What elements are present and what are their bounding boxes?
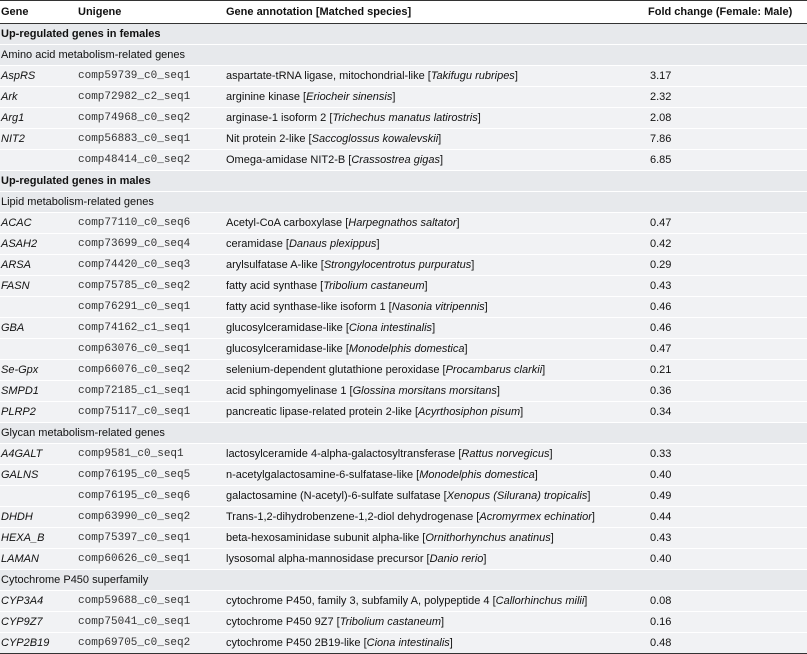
unigene-cell: comp9581_c0_seq1 xyxy=(77,444,225,465)
gene-cell: CYP2B19 xyxy=(0,633,77,654)
fold-change-cell: 2.08 xyxy=(647,108,807,129)
annotation-text: beta-hexosaminidase subunit alpha-like xyxy=(226,532,420,544)
unigene-cell: comp66076_c0_seq2 xyxy=(77,360,225,381)
unigene-cell: comp72982_c2_seq1 xyxy=(77,87,225,108)
table-row xyxy=(0,612,807,633)
table-row xyxy=(0,339,807,360)
annotation-cell: acid sphingomyelinase 1 [Glossina morsitans morsitans] xyxy=(225,381,647,402)
gene-cell: ASAH2 xyxy=(0,234,77,255)
annotation-text: cytochrome P450 2B19-like xyxy=(226,637,361,649)
annotation-cell: selenium-dependent glutathione peroxidase [Procambarus clarkii] xyxy=(225,360,647,381)
species-name: Crassostrea gigas xyxy=(351,154,440,166)
annotation-cell: aspartate-tRNA ligase, mitochondrial-like [Takifugu rubripes] xyxy=(225,66,647,87)
species-name: Danaus plexippus xyxy=(288,238,377,250)
annotation-cell: cytochrome P450 9Z7 [Tribolium castaneum] xyxy=(225,612,647,633)
unigene-cell: comp74968_c0_seq2 xyxy=(77,108,225,129)
annotation-text: aspartate-tRNA ligase, mitochondrial-like xyxy=(226,70,425,82)
annotation-text: glucosylceramidase-like xyxy=(226,322,343,334)
species-name: Acromyrmex echinatior xyxy=(479,511,592,523)
annotation-text: pancreatic lipase-related protein 2-like xyxy=(226,406,412,418)
species-name: Ciona intestinalis xyxy=(366,637,450,649)
table-row xyxy=(0,591,807,612)
subsection-row xyxy=(0,192,807,213)
annotation-cell: lysosomal alpha-mannosidase precursor [Danio rerio] xyxy=(225,549,647,570)
annotation-text: fatty acid synthase xyxy=(226,280,318,292)
subsection-row xyxy=(0,423,807,444)
annotation-cell: arginase-1 isoform 2 [Trichechus manatus latirostris] xyxy=(225,108,647,129)
table-row xyxy=(0,66,807,87)
gene-cell: Ark xyxy=(0,87,77,108)
table-row xyxy=(0,528,807,549)
gene-cell: ARSA xyxy=(0,255,77,276)
unigene-cell: comp74420_c0_seq3 xyxy=(77,255,225,276)
fold-change-cell: 0.47 xyxy=(647,339,807,360)
fold-change-cell: 2.32 xyxy=(647,87,807,108)
species-name: Xenopus (Silurana) tropicalis xyxy=(446,490,588,502)
annotation-text: selenium-dependent glutathione peroxidase xyxy=(226,364,440,376)
annotation-cell: beta-hexosaminidase subunit alpha-like [Ornithorhynchus anatinus] xyxy=(225,528,647,549)
annotation-text: Trans-1,2-dihydrobenzene-1,2-diol dehydrogenase xyxy=(226,511,474,523)
unigene-cell: comp59739_c0_seq1 xyxy=(77,66,225,87)
table-row xyxy=(0,402,807,423)
subsection-row xyxy=(0,570,807,591)
species-name: Tribolium castaneum xyxy=(323,280,425,292)
species-name: Procambarus clarkii xyxy=(445,364,543,376)
fold-change-cell: 0.47 xyxy=(647,213,807,234)
species-name: Saccoglossus kowalevskii xyxy=(311,133,439,145)
header-annotation: Gene annotation [Matched species] xyxy=(225,1,647,24)
annotation-text: fatty acid synthase-like isoform 1 xyxy=(226,301,386,313)
unigene-cell: comp59688_c0_seq1 xyxy=(77,591,225,612)
fold-change-cell: 0.43 xyxy=(647,528,807,549)
annotation-cell: arylsulfatase A-like [Strongylocentrotus purpuratus] xyxy=(225,255,647,276)
gene-cell: Se-Gpx xyxy=(0,360,77,381)
table-row xyxy=(0,549,807,570)
unigene-cell: comp73699_c0_seq4 xyxy=(77,234,225,255)
gene-cell: CYP3A4 xyxy=(0,591,77,612)
table-row xyxy=(0,633,807,654)
annotation-cell: glucosylceramidase-like [Ciona intestinalis] xyxy=(225,318,647,339)
fold-change-cell: 0.46 xyxy=(647,297,807,318)
species-name: Acyrthosiphon pisum xyxy=(418,406,521,418)
table-row xyxy=(0,213,807,234)
annotation-cell: cytochrome P450, family 3, subfamily A, polypeptide 4 [Callorhinchus milii] xyxy=(225,591,647,612)
fold-change-cell: 0.21 xyxy=(647,360,807,381)
annotation-cell: fatty acid synthase [Tribolium castaneum] xyxy=(225,276,647,297)
fold-change-cell: 0.40 xyxy=(647,549,807,570)
species-name: Nasonia vitripennis xyxy=(391,301,485,313)
fold-change-cell: 0.44 xyxy=(647,507,807,528)
section-row xyxy=(0,24,807,45)
fold-change-cell: 0.43 xyxy=(647,276,807,297)
annotation-text: cytochrome P450 9Z7 xyxy=(226,616,334,628)
gene-cell xyxy=(0,297,77,318)
section-row xyxy=(0,171,807,192)
fold-change-cell: 6.85 xyxy=(647,150,807,171)
subsection-label: Lipid metabolism-related genes xyxy=(0,192,807,213)
species-name: Ornithorhynchus anatinus xyxy=(425,532,551,544)
annotation-cell: n-acetylgalactosamine-6-sulfatase-like [Monodelphis domestica] xyxy=(225,465,647,486)
table-row xyxy=(0,486,807,507)
annotation-text: lysosomal alpha-mannosidase precursor xyxy=(226,553,424,565)
unigene-cell: comp75117_c0_seq1 xyxy=(77,402,225,423)
gene-cell xyxy=(0,150,77,171)
species-name: Glossina morsitans morsitans xyxy=(352,385,497,397)
unigene-cell: comp63990_c0_seq2 xyxy=(77,507,225,528)
gene-cell: NIT2 xyxy=(0,129,77,150)
annotation-cell: Nit protein 2-like [Saccoglossus kowalevskii] xyxy=(225,129,647,150)
gene-cell: GBA xyxy=(0,318,77,339)
section-label: Up-regulated genes in females xyxy=(0,24,807,45)
species-name: Callorhinchus milii xyxy=(495,595,585,607)
subsection-row xyxy=(0,45,807,66)
species-name: Monodelphis domestica xyxy=(419,469,535,481)
subsection-label: Amino acid metabolism-related genes xyxy=(0,45,807,66)
fold-change-cell: 0.29 xyxy=(647,255,807,276)
table-row xyxy=(0,129,807,150)
gene-cell xyxy=(0,339,77,360)
table-row xyxy=(0,276,807,297)
unigene-cell: comp74162_c1_seq1 xyxy=(77,318,225,339)
table-row xyxy=(0,108,807,129)
unigene-cell: comp56883_c0_seq1 xyxy=(77,129,225,150)
table-row xyxy=(0,507,807,528)
unigene-cell: comp60626_c0_seq1 xyxy=(77,549,225,570)
unigene-cell: comp75041_c0_seq1 xyxy=(77,612,225,633)
header-unigene: Unigene xyxy=(77,1,225,24)
species-name: Tribolium castaneum xyxy=(339,616,442,628)
annotation-text: Acetyl-CoA carboxylase xyxy=(226,217,343,229)
species-name: Monodelphis domestica xyxy=(348,343,465,355)
gene-cell: CYP9Z7 xyxy=(0,612,77,633)
unigene-cell: comp75785_c0_seq2 xyxy=(77,276,225,297)
unigene-cell: comp77110_c0_seq6 xyxy=(77,213,225,234)
fold-change-cell: 0.40 xyxy=(647,465,807,486)
table-body xyxy=(0,24,807,654)
table-row xyxy=(0,234,807,255)
species-name: Harpegnathos saltator xyxy=(348,217,457,229)
unigene-cell: comp76195_c0_seq5 xyxy=(77,465,225,486)
unigene-cell: comp76291_c0_seq1 xyxy=(77,297,225,318)
unigene-cell: comp69705_c0_seq2 xyxy=(77,633,225,654)
annotation-cell: Omega-amidase NIT2-B [Crassostrea gigas] xyxy=(225,150,647,171)
gene-cell: FASN xyxy=(0,276,77,297)
unigene-cell: comp63076_c0_seq1 xyxy=(77,339,225,360)
gene-cell: A4GALT xyxy=(0,444,77,465)
table-row xyxy=(0,381,807,402)
annotation-cell: Trans-1,2-dihydrobenzene-1,2-diol dehydrogenase [Acromyrmex echinatior] xyxy=(225,507,647,528)
annotation-text: arylsulfatase A-like xyxy=(226,259,318,271)
species-name: Strongylocentrotus purpuratus xyxy=(323,259,472,271)
annotation-text: acid sphingomyelinase 1 xyxy=(226,385,347,397)
species-name: Rattus norvegicus xyxy=(461,448,550,460)
species-name: Eriocheir sinensis xyxy=(306,91,393,103)
gene-cell: ACAC xyxy=(0,213,77,234)
header-gene: Gene xyxy=(0,1,77,24)
gene-cell: Arg1 xyxy=(0,108,77,129)
annotation-text: n-acetylgalactosamine-6-sulfatase-like xyxy=(226,469,414,481)
table-row xyxy=(0,318,807,339)
gene-cell: HEXA_B xyxy=(0,528,77,549)
fold-change-cell: 0.46 xyxy=(647,318,807,339)
annotation-text: arginine kinase xyxy=(226,91,300,103)
fold-change-cell: 0.49 xyxy=(647,486,807,507)
species-name: Ciona intestinalis xyxy=(348,322,433,334)
unigene-cell: comp48414_c0_seq2 xyxy=(77,150,225,171)
subsection-label: Cytochrome P450 superfamily xyxy=(0,570,807,591)
header-row xyxy=(0,1,807,24)
annotation-text: arginase-1 isoform 2 xyxy=(226,112,327,124)
table-row xyxy=(0,297,807,318)
annotation-cell: arginine kinase [Eriocheir sinensis] xyxy=(225,87,647,108)
annotation-cell: pancreatic lipase-related protein 2-like [Acyrthosiphon pisum] xyxy=(225,402,647,423)
species-name: Danio rerio xyxy=(429,553,484,565)
annotation-cell: cytochrome P450 2B19-like [Ciona intestinalis] xyxy=(225,633,647,654)
table-row xyxy=(0,150,807,171)
gene-cell: DHDH xyxy=(0,507,77,528)
gene-cell: SMPD1 xyxy=(0,381,77,402)
annotation-text: cytochrome P450, family 3, subfamily A, polypeptide 4 xyxy=(226,595,490,607)
annotation-cell: ceramidase [Danaus plexippus] xyxy=(225,234,647,255)
species-name: Trichechus manatus latirostris xyxy=(332,112,478,124)
fold-change-cell: 0.42 xyxy=(647,234,807,255)
fold-change-cell: 0.16 xyxy=(647,612,807,633)
annotation-text: Omega-amidase NIT2-B xyxy=(226,154,346,166)
annotation-cell: galactosamine (N-acetyl)-6-sulfate sulfatase [Xenopus (Silurana) tropicalis] xyxy=(225,486,647,507)
gene-cell xyxy=(0,486,77,507)
annotation-text: Nit protein 2-like xyxy=(226,133,306,145)
fold-change-cell: 0.08 xyxy=(647,591,807,612)
table-row xyxy=(0,444,807,465)
annotation-cell: fatty acid synthase-like isoform 1 [Nasonia vitripennis] xyxy=(225,297,647,318)
unigene-cell: comp76195_c0_seq6 xyxy=(77,486,225,507)
gene-cell: GALNS xyxy=(0,465,77,486)
table-row xyxy=(0,87,807,108)
table-row xyxy=(0,255,807,276)
species-name: Takifugu rubripes xyxy=(430,70,515,82)
section-label: Up-regulated genes in males xyxy=(0,171,807,192)
table-row xyxy=(0,465,807,486)
annotation-text: lactosylceramide 4-alpha-galactosyltransferase xyxy=(226,448,456,460)
unigene-cell: comp72185_c1_seq1 xyxy=(77,381,225,402)
fold-change-cell: 0.34 xyxy=(647,402,807,423)
fold-change-cell: 0.36 xyxy=(647,381,807,402)
table-row xyxy=(0,360,807,381)
annotation-text: ceramidase xyxy=(226,238,283,250)
gene-cell: AspRS xyxy=(0,66,77,87)
unigene-cell: comp75397_c0_seq1 xyxy=(77,528,225,549)
fold-change-cell: 7.86 xyxy=(647,129,807,150)
gene-cell: PLRP2 xyxy=(0,402,77,423)
annotation-cell: lactosylceramide 4-alpha-galactosyltransferase [Rattus norvegicus] xyxy=(225,444,647,465)
annotation-text: glucosylceramidase-like xyxy=(226,343,343,355)
annotation-cell: glucosylceramidase-like [Monodelphis domestica] xyxy=(225,339,647,360)
fold-change-cell: 0.33 xyxy=(647,444,807,465)
fold-change-cell: 0.48 xyxy=(647,633,807,654)
annotation-cell: Acetyl-CoA carboxylase [Harpegnathos saltator] xyxy=(225,213,647,234)
header-fold-change: Fold change (Female: Male) xyxy=(647,1,807,24)
fold-change-cell: 3.17 xyxy=(647,66,807,87)
subsection-label: Glycan metabolism-related genes xyxy=(0,423,807,444)
annotation-text: galactosamine (N-acetyl)-6-sulfate sulfatase xyxy=(226,490,441,502)
gene-cell: LAMAN xyxy=(0,549,77,570)
